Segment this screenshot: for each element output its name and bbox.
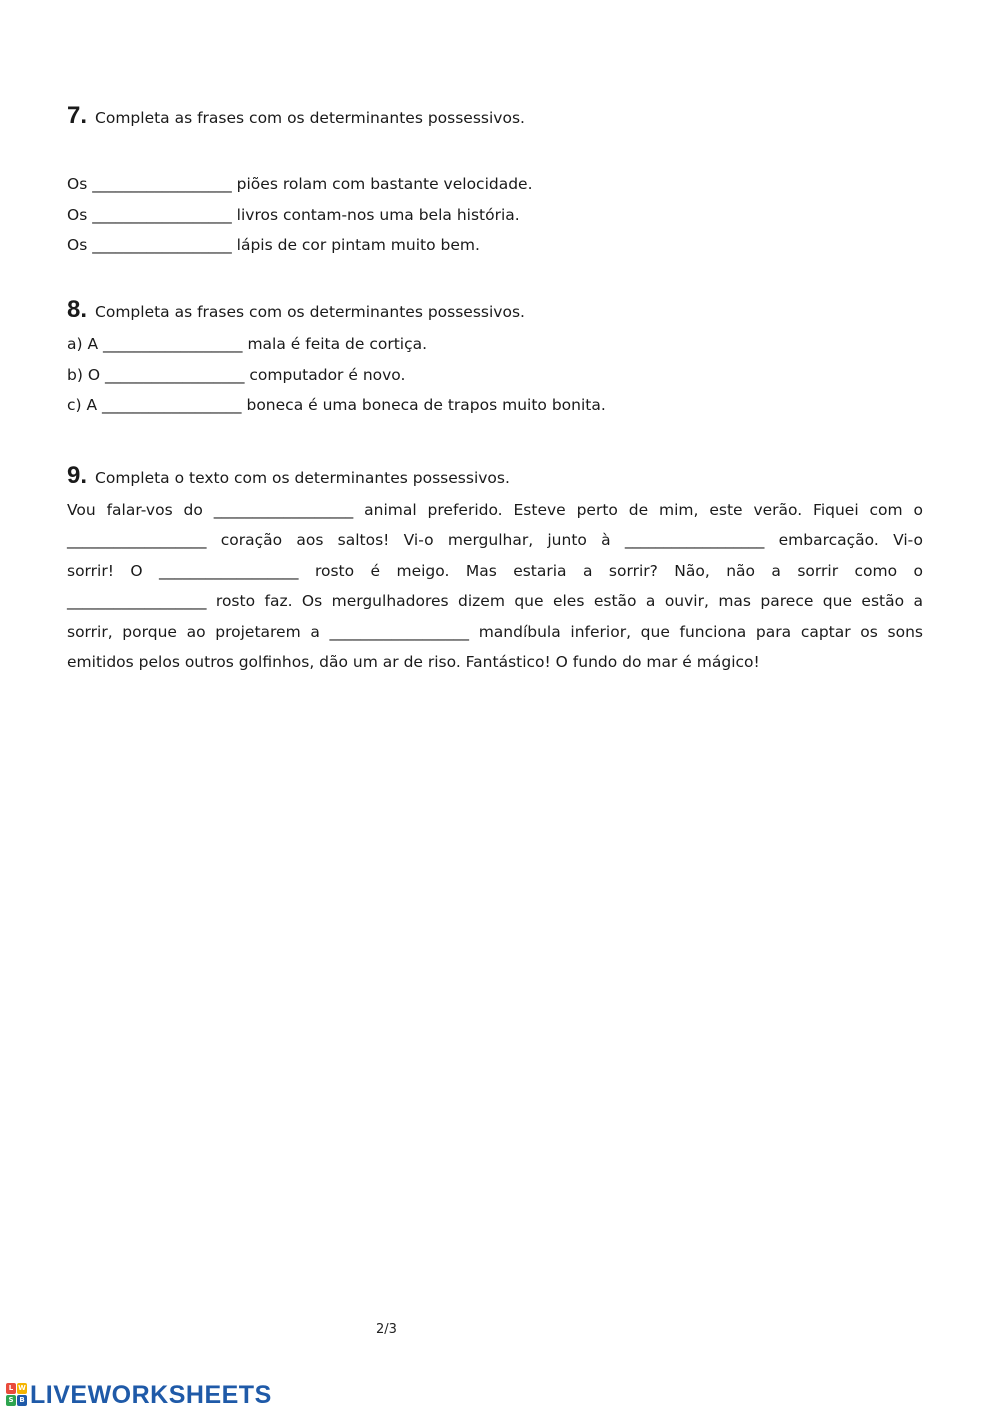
answer-blank[interactable]: __________________ — [92, 236, 232, 254]
sentence-line: Os __________________ livros contam-nos uma bela história. — [67, 200, 937, 231]
answer-blank[interactable]: __________________ — [103, 335, 243, 353]
paragraph-line: Vou falar-vos do __________________ animal preferido. Esteve perto de mim, este verão. Fiquei com o — [67, 495, 923, 525]
sentence-line: Os __________________ lápis de cor pintam muito bem. — [67, 230, 937, 261]
logo-block: S — [6, 1395, 16, 1406]
exercise-7-heading — [67, 102, 937, 132]
answer-blank[interactable]: __________________ — [92, 205, 232, 224]
paragraph-line: sorrir, porque ao projetarem a __________________ mandíbula inferior, que funciona para captar os sons — [67, 617, 923, 647]
exercise-8 — [67, 296, 937, 421]
paragraph-line: __________________ rosto faz. Os mergulhadores dizem que eles estão a ouvir, mas parece que estão a — [67, 586, 923, 616]
exercise-9-heading — [67, 462, 923, 492]
answer-blank[interactable]: __________________ — [102, 396, 242, 414]
answer-blank[interactable]: __________________ — [67, 531, 207, 550]
logo-block: B — [17, 1395, 27, 1406]
answer-blank[interactable]: __________________ — [624, 531, 765, 550]
liveworksheets-icon — [6, 1383, 28, 1407]
paragraph-line: emitidos pelos outros golfinhos, dão um ar de riso. Fantástico! O fundo do mar é mágico! — [67, 652, 760, 671]
sentence-line: Os __________________ piões rolam com bastante velocidade. — [67, 169, 937, 200]
answer-blank[interactable]: __________________ — [159, 561, 299, 580]
answer-blank[interactable]: __________________ — [329, 622, 470, 641]
exercise-7 — [67, 102, 937, 261]
exercise-number: 8. — [67, 296, 88, 323]
logo-block: L — [6, 1383, 16, 1394]
answer-blank[interactable]: __________________ — [104, 365, 245, 384]
answer-blank[interactable]: __________________ — [213, 501, 354, 519]
answer-blank[interactable]: __________________ — [67, 592, 207, 611]
answer-blank[interactable]: __________________ — [92, 175, 232, 193]
brand-name: LIVEWORKSHEETS — [30, 1380, 272, 1409]
sentence-line: b) O __________________ computador é novo. — [67, 360, 937, 391]
exercise-instruction: Completa as frases com os determinantes possessivos. — [95, 109, 525, 127]
sentence-line: c) A __________________ boneca é uma boneca de trapos muito bonita. — [67, 390, 937, 421]
exercise-number: 9. — [67, 462, 88, 489]
exercise-instruction: Completa o texto com os determinantes possessivos. — [95, 469, 510, 487]
sentence-line: a) A __________________ mala é feita de cortiça. — [67, 329, 937, 360]
exercise-number: 7. — [67, 102, 88, 129]
paragraph-line: sorrir! O __________________ rosto é meigo. Mas estaria a sorrir? Não, não a sorrir como o — [67, 556, 923, 586]
paragraph-line: __________________ coração aos saltos! Vi-o mergulhar, junto à __________________ embarcação. Vi-o — [67, 525, 923, 555]
exercise-8-heading — [67, 296, 937, 326]
exercise-instruction: Completa as frases com os determinantes possessivos. — [95, 303, 525, 321]
logo-block: W — [18, 1384, 26, 1392]
page-number: 2/3 — [376, 1322, 397, 1337]
exercise-9 — [67, 462, 923, 677]
liveworksheets-logo[interactable] — [6, 1380, 272, 1410]
